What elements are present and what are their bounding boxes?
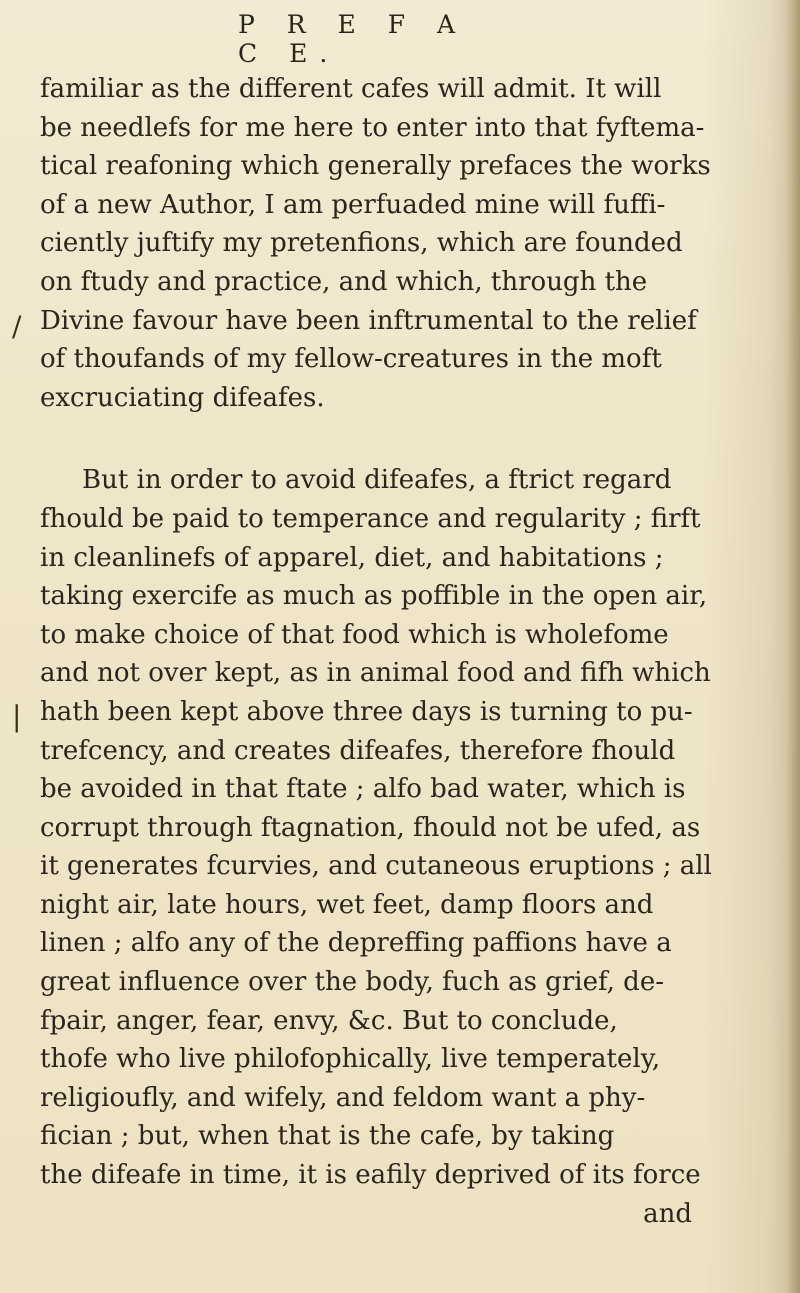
text-line: be avoided in that ftate ; alfo bad water, which is xyxy=(40,774,686,805)
text-line: night air, late hours, wet feet, damp floors and xyxy=(40,889,654,920)
text-line: tical reafoning which generally prefaces the works xyxy=(40,151,711,182)
text-line: familiar as the different cafes will admit. It will xyxy=(40,74,662,104)
margin-mark: / xyxy=(12,310,22,343)
text-line: corrupt through ftagnation, fhould not be ufed, as xyxy=(40,812,701,843)
text-line: taking exercife as much as poffible in the open air, xyxy=(40,581,708,612)
text-line: trefcency, and creates difeafes, therefore fhould xyxy=(40,735,676,766)
text-line: it generates fcurvies, and cutaneous eruptions ; all xyxy=(40,851,712,882)
body-text xyxy=(40,70,730,1233)
text-line: of a new Author, I am perfuaded mine will fuffi- xyxy=(40,189,666,220)
text-line: fpair, anger, fear, envy, &c. But to conclude, xyxy=(40,1005,618,1036)
text-line: religioufly, and wifely, and feldom want a phy- xyxy=(40,1082,646,1113)
catchword: and xyxy=(643,1198,692,1229)
text-line: linen ; alfo any of the depreffing paffions have a xyxy=(40,928,672,959)
text-line: Divine favour have been inftrumental to the relief xyxy=(40,305,697,336)
text-line: great influence over the body, fuch as grief, de- xyxy=(40,967,664,998)
text-line: thofe who live philofophically, live temperately, xyxy=(40,1044,661,1075)
text-line: fhould be paid to temperance and regularity ; firft xyxy=(40,503,701,534)
book-spine-shadow xyxy=(786,0,800,1293)
text-line: to make choice of that food which is wholefome xyxy=(40,619,669,650)
text-line: ciently juftify my pretenfions, which are founded xyxy=(40,228,683,259)
text-line: But in order to avoid difeafes, a ftrict regard xyxy=(82,465,672,496)
text-line: of thoufands of my fellow-creatures in the moft xyxy=(40,344,662,375)
text-line: be needlefs for me here to enter into that fyftema- xyxy=(40,112,705,143)
text-line: on ftudy and practice, and which, through the xyxy=(40,266,648,297)
text-line: excruciating difeafes. xyxy=(40,382,325,413)
text-line: the difeafe in time, it is eafily deprived of its force xyxy=(40,1160,701,1191)
text-line: in cleanlinefs of apparel, diet, and habitations ; xyxy=(40,542,664,573)
text-line: fician ; but, when that is the cafe, by taking xyxy=(40,1121,615,1152)
margin-mark: | xyxy=(12,700,22,733)
running-header: P R E F A C E. xyxy=(238,10,468,68)
paragraph-1 xyxy=(40,70,730,417)
text-line: and not over kept, as in animal food and fifh which xyxy=(40,658,711,689)
paragraph-2 xyxy=(40,461,730,1194)
text-line: hath been kept above three days is turning to pu- xyxy=(40,696,693,727)
